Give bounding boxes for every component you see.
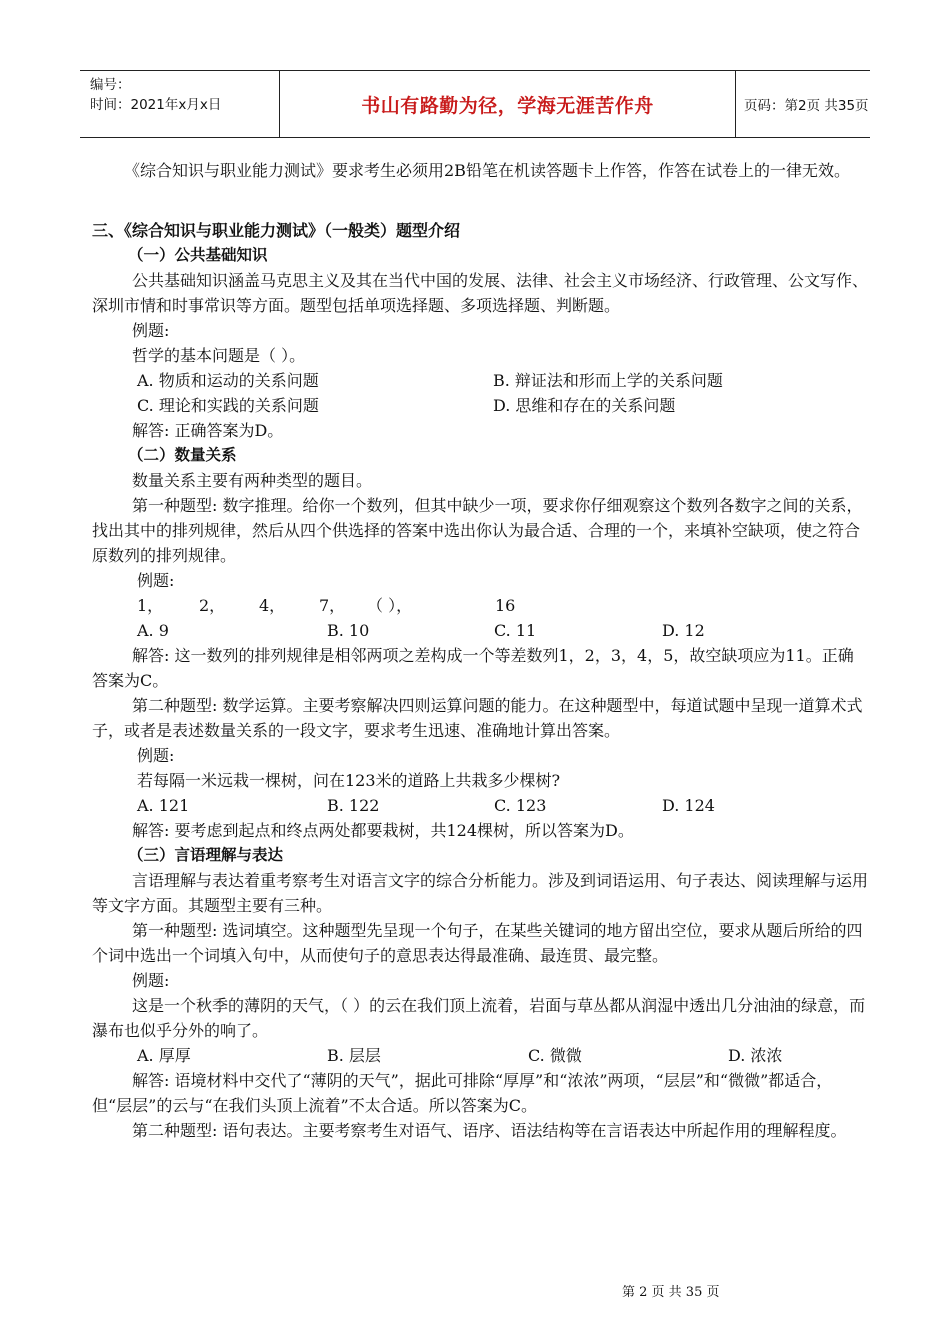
option-c: C. 微微 xyxy=(528,1046,582,1065)
option-a: A. 9 xyxy=(137,621,169,640)
document-body xyxy=(92,158,868,1143)
footer-page-number: 第 2 页 共 35 页 xyxy=(622,1285,720,1300)
sequence-item: 1， xyxy=(137,596,164,615)
option-d: D. 思维和存在的关系问题 xyxy=(493,396,676,415)
date-label: 时间：2021年x月x日 xyxy=(90,97,222,113)
header-meta xyxy=(80,71,280,137)
option-c: C. 123 xyxy=(494,796,547,815)
question-text: 若每隔一米远栽一棵树，问在123米的道路上共栽多少棵树? xyxy=(137,771,561,790)
question-text: 哲学的基本问题是（ ）。 xyxy=(132,346,306,365)
intro-paragraph: 《综合知识与职业能力测试》要求考生必须用2B铅笔在机读答题卡上作答，作答在试卷上的一律无效。 xyxy=(124,161,850,180)
sequence-item: 4， xyxy=(259,596,286,615)
part2-title: （二）数量关系 xyxy=(128,446,237,464)
part3-description: 言语理解与表达着重考察考生对语言文字的综合分析能力。涉及到词语运用、句子表达、阅读理解与运用等文字方面。其题型主要有三种。 xyxy=(92,871,869,915)
answer-text: 解答: 正确答案为D。 xyxy=(132,421,284,440)
question-text: 这是一个秋季的薄阴的天气，（ ）的云在我们顶上流着，岩面与草丛都从润湿中透出几分油油的绿意，而瀑布也似乎分外的响了。 xyxy=(92,996,866,1040)
type2-paragraph: 第二种题型: 数学运算。主要考察解决四则运算问题的能力。在这种题型中，每道试题中呈现一道算术式子，或者是表述数量关系的一段文字，要求考生迅速、准确地计算出答案。 xyxy=(92,696,863,740)
option-a: A. 121 xyxy=(137,796,190,815)
example-label: 例题: xyxy=(137,746,175,765)
option-d: D. 12 xyxy=(662,621,705,640)
type1-paragraph: 第一种题型: 选词填空。这种题型先呈现一个句子，在某些关键词的地方留出空位，要求从题后所给的四个词中选出一个词填入句中，从而使句子的意思表达得最准确、最连贯、最完整。 xyxy=(92,921,863,965)
type1-paragraph: 第一种题型: 数字推理。给你一个数列，但其中缺少一项，要求你仔细观察这个数列各数字之间的关系，找出其中的排列规律，然后从四个供选择的答案中选出你认为最合适、合理的一个，来填补空缺项，使之符合原数列的排列规律。 xyxy=(92,496,863,565)
page-header xyxy=(80,70,870,138)
section-title: 三、《综合知识与职业能力测试》（一般类）题型介绍 xyxy=(92,221,461,240)
example-label: 例题: xyxy=(137,571,175,590)
sequence-item: 16 xyxy=(495,596,516,615)
options-row xyxy=(92,1043,868,1068)
option-a: A. 厚厚 xyxy=(137,1046,191,1065)
option-c: C. 11 xyxy=(494,621,537,640)
part1-title: （一）公共基础知识 xyxy=(128,246,268,264)
part2-description: 数量关系主要有两种类型的题目。 xyxy=(132,471,373,490)
option-d: D. 浓浓 xyxy=(728,1046,783,1065)
header-motto: 书山有路勤为径，学海无涯苦作舟 xyxy=(280,71,736,137)
options-row xyxy=(92,793,868,818)
option-a: A. 物质和运动的关系问题 xyxy=(137,371,319,390)
sequence-item: 2， xyxy=(199,596,226,615)
answer-text: 解答: 语境材料中交代了“薄阴的天气”，据此可排除“厚厚”和“浓浓”两项，“层层”和“微微”都适合，但“层层”的云与“在我们头顶上流着”不太合适。所以答案为C。 xyxy=(92,1071,833,1115)
option-c: C. 理论和实践的关系问题 xyxy=(137,396,319,415)
header-page-info: 页码：第2页 共35页 xyxy=(744,98,869,114)
option-b: B. 122 xyxy=(327,796,380,815)
answer-text: 解答: 要考虑到起点和终点两处都要栽树，共124棵树，所以答案为D。 xyxy=(132,821,634,840)
option-b: B. 层层 xyxy=(327,1046,381,1065)
number-label: 编号： xyxy=(90,77,131,93)
options-row xyxy=(92,393,868,418)
options-row xyxy=(92,618,868,643)
example-label: 例题: xyxy=(132,971,170,990)
option-d: D. 124 xyxy=(662,796,715,815)
options-row xyxy=(92,368,868,393)
option-b: B. 辩证法和形而上学的关系问题 xyxy=(493,371,723,390)
example-label: 例题: xyxy=(132,321,170,340)
sequence-item: （ ）， xyxy=(367,596,413,615)
part3-title: （三）言语理解与表达 xyxy=(128,846,284,864)
part1-description: 公共基础知识涵盖马克思主义及其在当代中国的发展、法律、社会主义市场经济、行政管理、公文写作、深圳市情和时事常识等方面。题型包括单项选择题、多项选择题、判断题。 xyxy=(92,271,869,315)
option-b: B. 10 xyxy=(327,621,370,640)
sequence-item: 7， xyxy=(319,596,346,615)
answer-text: 解答: 这一数列的排列规律是相邻两项之差构成一个等差数列1，2，3，4，5，故空缺项应为11。正确答案为C。 xyxy=(92,646,854,690)
sequence-row xyxy=(92,593,868,618)
type2-paragraph: 第二种题型: 语句表达。主要考察考生对语气、语序、语法结构等在言语表达中所起作用的理解程度。 xyxy=(132,1121,847,1140)
